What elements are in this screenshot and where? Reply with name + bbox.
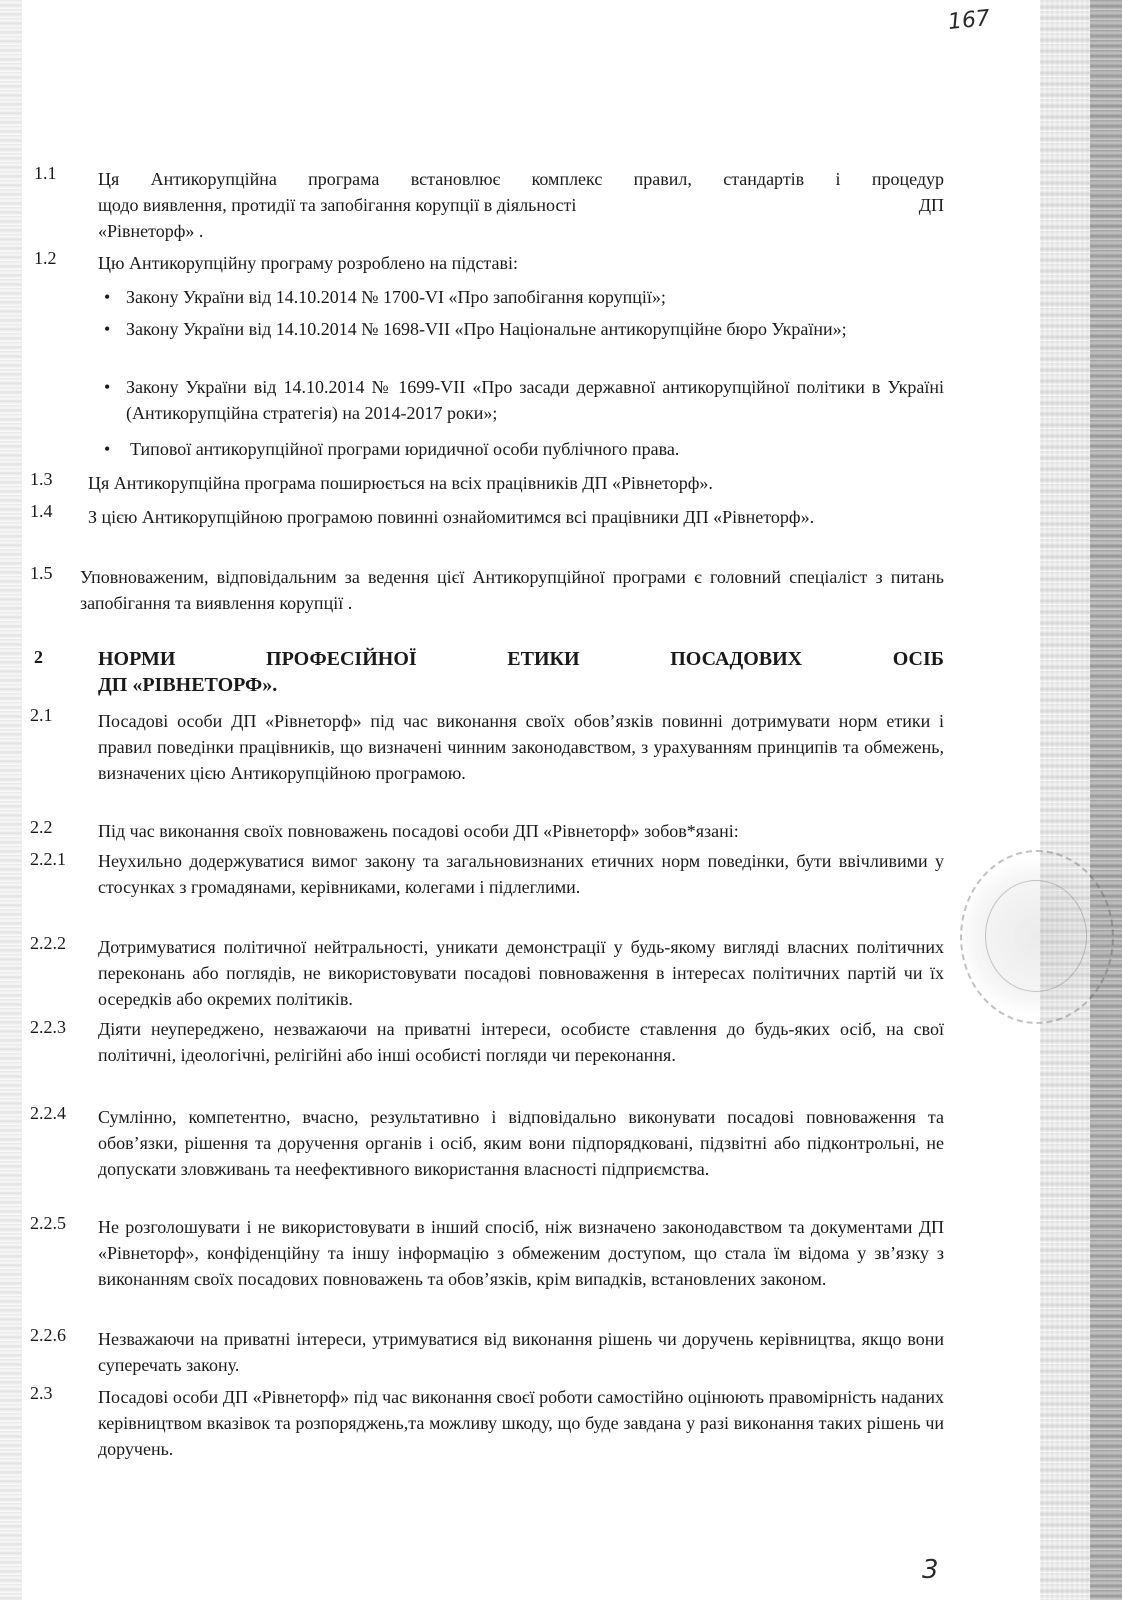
item-number-2-2-4: 2.2.4: [30, 1103, 66, 1123]
item-2-2-1-text: Неухильно додержуватися вимог закону та загальновизнаних етичних норм поведінки, бути ввічливими у стосунках з громадянами, керівниками, колегами і підлеглими.: [98, 851, 944, 897]
item-number-2-1: 2.1: [30, 705, 53, 725]
bullet-law-1698: [98, 316, 944, 342]
item-1-1-text: [98, 166, 944, 244]
bullet-typical-program: [98, 436, 948, 462]
bullet-dot-icon: •: [104, 287, 111, 307]
item-1-1-line-1: Ця Антикорупційна програма встановлює комплекс правил, стандартів і процедур: [98, 169, 944, 189]
bullet-dot-icon: •: [104, 439, 111, 459]
item-1-1-line-2-text: щодо виявлення, протидії та запобігання корупції в діяльності: [98, 195, 577, 215]
item-number-1-4: 1.4: [30, 501, 53, 521]
item-2-2-6-text: Незважаючи на приватні інтереси, утримуватися від виконання рішень чи доручень керівництва, якщо вони суперечать закону.: [98, 1329, 944, 1375]
item-number-1-3: 1.3: [30, 469, 53, 489]
item-2-2-4-text: Сумлінно, компетентно, вчасно, результативно і відповідально виконувати посадові повноваження та обов’язки, рішення та доручення органів і осіб, яким вони підпорядковані, підзвітні або підконтрольні, не допускати зловживань та неефективного використання власності підприємства.: [98, 1107, 944, 1179]
item-1-3-text: Ця Антикорупційна програма поширюється на всіх працівників ДП «Рівнеторф».: [88, 473, 713, 493]
item-number-2-3: 2.3: [30, 1383, 53, 1403]
item-1-2-text: Цю Антикорупційну програму розроблено на підставі:: [98, 253, 519, 273]
item-2-3-text: Посадові особи ДП «Рівнеторф» під час виконання своєї роботи самостійно оцінюють правомірність наданих керівництвом вказівок та розпоряджень,та можливу шкоду, що буде завдана у разі виконання таких рішень чи доручень.: [98, 1387, 944, 1459]
item-1-1-line-2-tail: ДП: [918, 195, 944, 215]
item-2-1-text: Посадові особи ДП «Рівнеторф» під час виконання своїх обов’язків повинні дотримувати норм етики і правил поведінки працівників, що визначені чинним законодавством, з урахуванням принципів та обмежень, визначених цією Антикорупційною програмою.: [98, 711, 944, 783]
item-2-2-3-text: Діяти неупереджено, незважаючи на приватні інтереси, особисте ставлення до будь-яких осіб, на свої політичні, ідеологічні, релігійні або інші особисті погляди чи переконання.: [98, 1019, 944, 1065]
bullet-text: Закону України від 14.10.2014 № 1698-VII «Про Національне антикорупційне бюро України»;: [126, 319, 847, 339]
section-2-heading: [98, 646, 944, 672]
bullet-dot-icon: •: [104, 377, 111, 397]
heading-word: ЕТИКИ: [507, 648, 580, 670]
heading-word: ОСІБ: [892, 648, 944, 670]
heading-line-2-text: ДП «РІВНЕТОРФ».: [98, 674, 278, 696]
item-number-2-2-2: 2.2.2: [30, 933, 66, 953]
handwritten-page-number: 167: [946, 5, 992, 36]
heading-word: ПРОФЕСІЙНОЇ: [266, 648, 417, 670]
item-number-1-5: 1.5: [30, 563, 53, 583]
bullet-text: Закону України від 14.10.2014 № 1700-VI «Про запобігання корупції»;: [126, 287, 666, 307]
item-number-2-2-5: 2.2.5: [30, 1213, 66, 1233]
item-1-5-text: Уповноваженим, відповідальним за ведення цієї Антикорупційної програми є головний спеціаліст з питань запобігання та виявлення корупції .: [80, 567, 944, 613]
item-number-2-2-1: 2.2.1: [30, 849, 66, 869]
item-2-2-5-text: Не розголошувати і не використовувати в інший спосіб, ніж визначено законодавством та документами ДП «Рівнеторф», конфіденційну та іншу інформацію з обмеженим доступом, що стала їм відома у зв’язку з виконанням своїх посадових повноважень та обов’язків, крім випадків, встановлених законом.: [98, 1217, 944, 1289]
item-2-2-2-text: Дотримуватися політичної нейтральності, уникати демонстрації у будь-якому вигляді власних політичних переконань або поглядів, не використовувати посадові повноваження в інтересах політичних партій чи їх осередків або окремих політиків.: [98, 937, 944, 1009]
item-number-1-1: 1.1: [34, 163, 57, 183]
stamp-seal-inner: [985, 880, 1087, 992]
bullet-law-1699: [98, 374, 944, 426]
item-2-2-text: Під час виконання своїх повноважень посадові особи ДП «Рівнеторф» зобов*язані:: [98, 821, 739, 841]
handwritten-footer-mark: 3: [922, 1555, 939, 1585]
section-2-heading-line-2: [98, 672, 944, 698]
item-number-2-2-3: 2.2.3: [30, 1017, 66, 1037]
scan-edge-left: [0, 0, 22, 1600]
item-1-4-text: З цією Антикорупційною програмою повинні ознайомитимся всі працівники ДП «Рівнеторф».: [88, 507, 815, 527]
bullet-dot-icon: •: [104, 319, 111, 339]
item-number-2-2-6: 2.2.6: [30, 1325, 66, 1345]
heading-word: НОРМИ: [98, 648, 176, 670]
item-number-2-2: 2.2: [30, 817, 53, 837]
heading-word: ПОСАДОВИХ: [670, 648, 803, 670]
item-1-1-line-2: [98, 192, 944, 218]
section-number-2: 2: [34, 647, 43, 667]
bullet-law-1700: [98, 284, 944, 310]
bullet-text: Закону України від 14.10.2014 № 1699-VII «Про засади державної антикорупційної політики в Україні (Антикорупційна стратегія) на 2014-2017 роки»;: [126, 377, 944, 423]
item-1-1-line-3: «Рівнеторф» .: [98, 221, 204, 241]
item-number-1-2: 1.2: [34, 248, 57, 268]
bullet-text: Типової антикорупційної програми юридичної особи публічного права.: [130, 439, 680, 459]
scan-edge-right-dark: [1090, 0, 1122, 1600]
